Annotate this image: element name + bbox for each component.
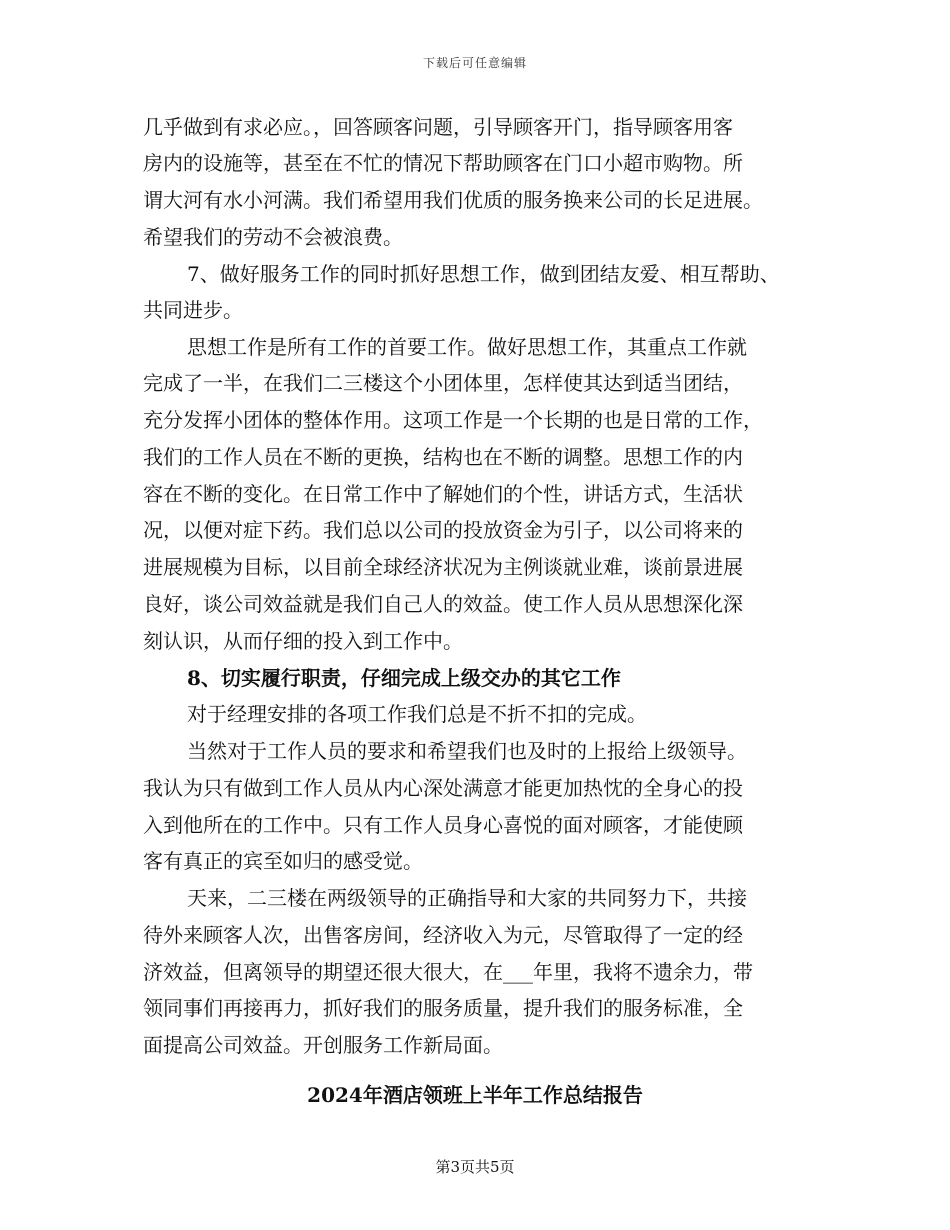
paragraph-line: 入到他所在的工作中。只有工作人员身心喜悦的面对顾客，才能使顾 xyxy=(143,813,743,837)
document-title: 2024年酒店领班上半年工作总结报告 xyxy=(307,1083,643,1107)
paragraph-line: 当然对于工作人员的要求和希望我们也及时的上报给上级领导。 xyxy=(187,739,747,763)
section-heading-7: 7、做好服务工作的同时抓好思想工作，做到团结友爱、相互帮助、 xyxy=(187,262,780,286)
page-number: 第3页共5页 xyxy=(435,1158,515,1176)
paragraph-line: 进展规模为目标，以目前全球经济状况为主例谈就业难，谈前景进展 xyxy=(143,555,743,579)
section-heading-8: 8、切实履行职责，仔细完成上级交办的其它工作 xyxy=(187,666,621,690)
paragraph-line: 完成了一半，在我们二三楼这个小团体里，怎样使其达到适当团结， xyxy=(143,371,743,395)
paragraph-line: 况，以便对症下药。我们总以公司的投放资金为引子，以公司将来的 xyxy=(143,518,743,542)
paragraph-line: 容在不断的变化。在日常工作中了解她们的个性，讲话方式，生活状 xyxy=(143,482,743,506)
paragraph-line: 对于经理安排的各项工作我们总是不折不扣的完成。 xyxy=(187,702,647,726)
paragraph-line: 几乎做到有求必应。，回答顾客问题，引导顾客开门，指导顾客用客 xyxy=(143,115,733,139)
paragraph-line: 天来，二三楼在两级领导的正确指导和大家的共同努力下，共接 xyxy=(187,886,747,910)
paragraph-line: 客有真正的宾至如归的感受觉。 xyxy=(143,849,423,873)
paragraph-line: 充分发挥小团体的整体作用。这项工作是一个长期的也是日常的工作， xyxy=(143,408,763,432)
paragraph-line: 领同事们再接再力，抓好我们的服务质量，提升我们的服务标准，全 xyxy=(143,996,743,1020)
paragraph-line: 希望我们的劳动不会被浪费。 xyxy=(143,225,403,249)
paragraph-line: 共同进步。 xyxy=(143,298,243,322)
paragraph-line: 思想工作是所有工作的首要工作。做好思想工作，其重点工作就 xyxy=(187,335,747,359)
paragraph-line: 谓大河有水小河满。我们希望用我们优质的服务换来公司的长足进展。 xyxy=(143,188,763,212)
paragraph-line: 我们的工作人员在不断的更换，结构也在不断的调整。思想工作的内 xyxy=(143,445,743,469)
paragraph-line: 良好，谈公司效益就是我们自己人的效益。使工作人员从思想深化深 xyxy=(143,592,743,616)
paragraph-line: 济效益，但离领导的期望还很大很大，在___年里，我将不遗余力，带 xyxy=(143,960,753,984)
paragraph-line: 刻认识，从而仔细的投入到工作中。 xyxy=(143,629,463,653)
paragraph-line: 待外来顾客人次，出售客房间，经济收入为元，尽管取得了一定的经 xyxy=(143,923,743,947)
paragraph-line: 我认为只有做到工作人员从内心深处满意才能更加热忱的全身心的投 xyxy=(143,776,743,800)
paragraph-line: 房内的设施等，甚至在不忙的情况下帮助顾客在门口小超市购物。所 xyxy=(143,151,743,175)
paragraph-line: 面提高公司效益。开创服务工作新局面。 xyxy=(143,1033,503,1057)
page-header: 下载后可任意编辑 xyxy=(422,56,527,70)
